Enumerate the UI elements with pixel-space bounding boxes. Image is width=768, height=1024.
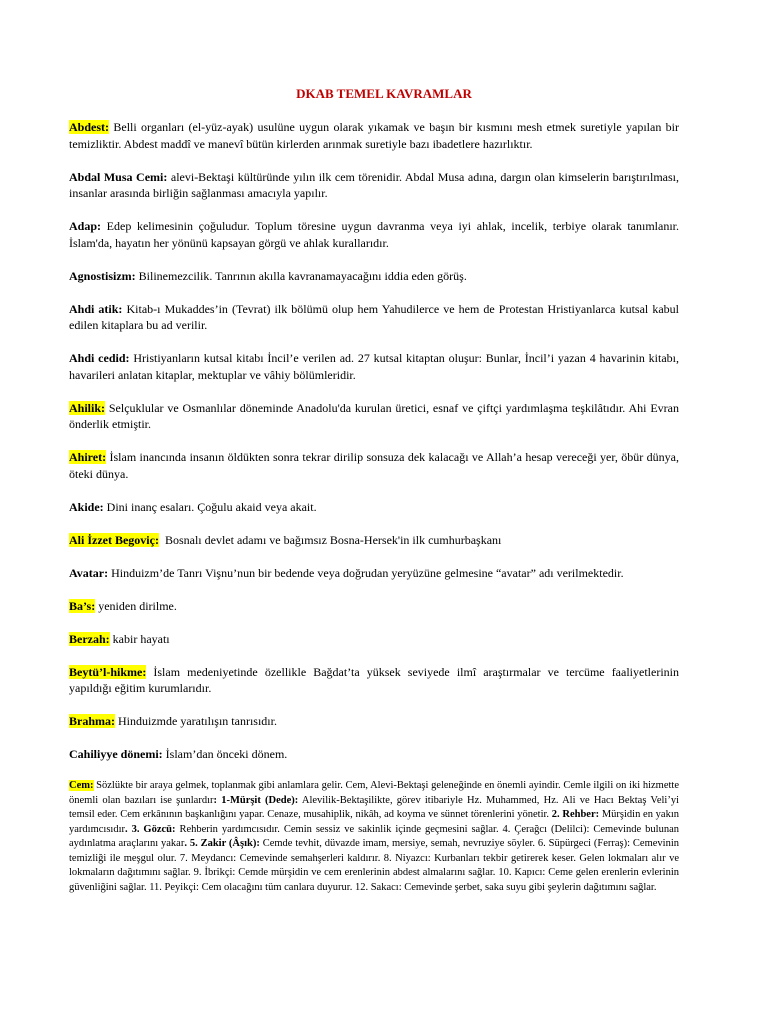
entry-text: Kitab-ı Mukaddes’in (Tevrat) ilk bölümü olup hem Yahudilerce ve hem de Protestan Hristiyanlarca kutsal kabul edilen kitaplara bu ad verilir. [69, 301, 679, 332]
entry-term: Beytü’l-hikme: [69, 664, 147, 679]
entry-text: Hinduizm’de Tanrı Vişnu’nun bir bedende veya doğrudan yeryüzüne gelmesine “avatar” adı verilmektedir. [108, 565, 624, 580]
glossary-entry [69, 598, 679, 615]
entry-text: Hinduizmde yaratılışın tanrısıdır. [115, 714, 277, 728]
glossary-entry [69, 664, 679, 697]
entry-term: Adap: [69, 219, 102, 233]
entry-text: Dini inanç esaları. Çoğulu akaid veya akait. [103, 499, 317, 514]
glossary-entry [69, 400, 679, 433]
entry-emphasis: 2. Rehber: [551, 809, 600, 820]
entry-term: Berzah: [69, 631, 110, 646]
entry-term: Ahilik: [69, 400, 106, 415]
entry-text: Mürşidin en yakın yardımcısıdır [69, 809, 679, 835]
glossary-entry [69, 350, 679, 383]
entry-term: Abdal Musa Cemi: [69, 169, 168, 184]
glossary-entry [69, 169, 679, 202]
glossary-entry [69, 499, 679, 516]
entry-text: İslam’dan önceki dönem. [162, 747, 288, 761]
entry-term: Brahma: [69, 714, 115, 728]
entry-text: Hristiyanların kutsal kitabı İncil’e verilen ad. 27 kutsal kitaptan oluşur: Bunlar, İncil’i yazan 4 havarinin kitabı, havarileri anlatan kitaplar, mektuplar ve vâhiy bölümleridir. [69, 351, 679, 382]
entry-emphasis: . 3. Gözcü: [125, 823, 176, 835]
entry-emphasis: . 5. Zakir (Âşık): [184, 838, 260, 849]
entry-term: Ahiret: [69, 450, 107, 464]
entry-term: Akide: [69, 499, 104, 514]
glossary-entry [69, 631, 679, 648]
entry-text: Bosnalı devlet adamı ve bağımsız Bosna-Hersek'in ilk cumhurbaşkanı [158, 532, 502, 547]
entry-text: Edep kelimesinin çoğuludur. Toplum töresine uygun davranma veya iyi ahlak, incelik, terbiye olarak tanımlanır. İslam'da, hayatın her yönünü kapsayan görgü ve ahlak kurallarıdır. [69, 219, 679, 250]
entry-term: Ba’s: [69, 598, 96, 613]
glossary-entry [69, 119, 679, 152]
entry-term: Abdest: [69, 120, 110, 134]
entry-term: Ahdi atik: [69, 301, 123, 316]
glossary-entries [69, 119, 679, 912]
glossary-entry [69, 532, 679, 549]
entry-text: Sözlükte bir araya gelmek, toplanmak gibi anlamlara gelir. Cem, Alevi-Bektaşi geleneğinde en önemli ayindir. Cemle ilgili on iki hizmette önemli olan bazıları ise şunlardır [69, 780, 679, 806]
glossary-entry [69, 746, 679, 763]
glossary-entry [69, 218, 679, 251]
glossary-entry [69, 565, 679, 582]
entry-text: kabir hayatı [109, 631, 170, 646]
entry-text: Alevilik-Bektaşilikte, görev itibariyle Hz. Muhammed, Hz. Ali ve Hacı Bektaş Veli’yi temsil eder. Cem erkânının başkanlığını yapar. Cenaze, musahiplik, nikâh, ad koyma ve sünnet törenlerini yönetir. [69, 794, 679, 820]
entry-emphasis: : 1-Mürşit (Dede): [213, 794, 299, 806]
entry-text: yeniden dirilme. [95, 598, 177, 613]
glossary-entry [69, 301, 679, 334]
entry-text: Belli organları (el-yüz-ayak) usulüne uygun olarak yıkamak ve başın bir kısmını mesh etmek suretiyle yapılan bir temizliktir. Abdest maddî ve manevî bütün kirlerden arınmak suretiyle bazı ibadetlere hazırlıktır. [69, 120, 679, 151]
entry-text: Cemde tevhit, düvazde imam, mersiye, semah, nevruziye söyler. 6. Süpürgeci (Ferraş): Cemevinin temizliği ile meşgul olur. 7. Meydancı: Cemevinde semahşerleri kaldırır. 8. Niyazcı: Kurbanları tekbir getirerek keser. Gelen lokmaları alır ve lokmaların dağıtımını sağlar. 9. İbrikçi: Cemde mürşidin ve cem erenlerinin abdest almalarını sağlar. 10. Kapıcı: Ceme gelen erenlerin evlerinin güvenliğini sağlar. 11. Peyikçi: Cem olacağını tüm canlara duyurur. 12. Sakacı: Cemevinde şerbet, saka suyu gibi şeylerin dağıtımını sağlar. [69, 838, 679, 893]
entry-term: Ahdi cedid: [69, 351, 130, 365]
entry-term: Agnostisizm: [69, 268, 136, 283]
entry-text: Selçuklular ve Osmanlılar döneminde Anadolu'da kurulan üretici, esnaf ve çiftçi yardımlaşma teşkilâtıdır. Ahi Evran önderlik etmiştir. [69, 400, 679, 431]
entry-text: alevi-Bektaşi kültüründe yılın ilk cem törenidir. Abdal Musa adına, dargın olan kimselerin barıştırılması, insanlar arasında birliğin sağlanması amacıyla yapılır. [69, 169, 679, 200]
entry-text: Bilinemezcilik. Tanrının akılla kavranamayacağını iddia eden görüş. [135, 268, 467, 283]
entry-text: İslam inancında insanın öldükten sonra tekrar dirilip sonsuza dek kalacağı ve Allah’a hesap vereceği yer, öbür dünya, öteki dünya. [69, 450, 679, 481]
glossary-entry [69, 713, 679, 730]
entry-term: Cem: [69, 780, 94, 791]
page-title: DKAB TEMEL KAVRAMLAR [296, 86, 472, 101]
glossary-entry-cem [69, 779, 679, 895]
entry-term: Avatar: [69, 565, 109, 580]
entry-term: Ali İzzet Begoviç: [69, 532, 159, 547]
glossary-entry [69, 268, 679, 285]
entry-text: Rehberin yardımcısıdır. Cemin sessiz ve sakinlik içinde geçmesini sağlar. 4. Çerağcı (Delilci): Cemevinde bulunan aydınlatma araçlarını yakar [69, 823, 679, 849]
entry-text: İslam medeniyetinde özellikle Bağdat’ta yüksek seviyede ilmî araştırmalar ve tercüme faaliyetlerinin yapıldığı eğitim kurumlarıdır. [69, 664, 679, 695]
glossary-entry [69, 449, 679, 482]
entry-term: Cahiliyye dönemi: [69, 747, 163, 761]
